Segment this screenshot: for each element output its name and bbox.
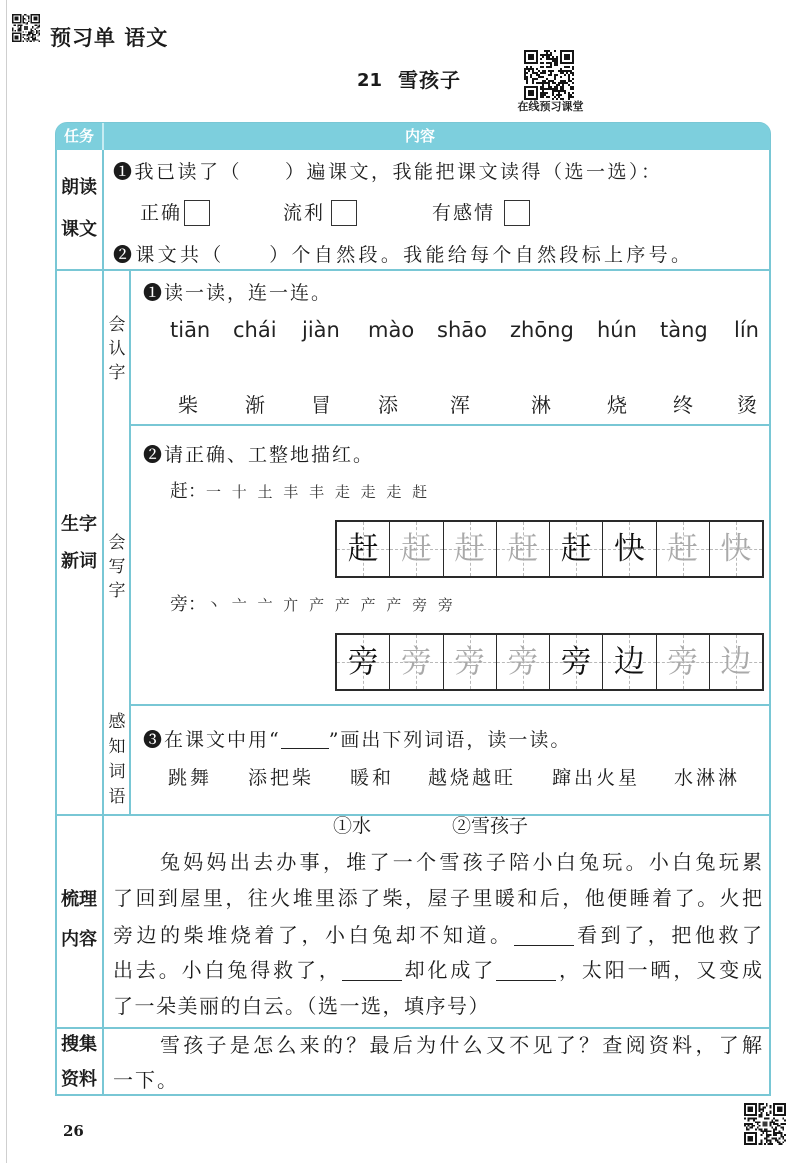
- summary-text: 旁边的柴堆烧着了，小白兔却不知道。: [113, 923, 514, 947]
- word-item: 跳舞: [168, 767, 213, 789]
- grid-cell: [390, 522, 443, 576]
- page-number: 26: [63, 1122, 84, 1140]
- grid-character: 边: [613, 644, 645, 680]
- word-item: 水淋淋: [674, 767, 741, 789]
- words-instruction-end: ”画出下列词语，读一读。: [328, 729, 572, 751]
- grid-cell: [444, 635, 497, 689]
- summary-text: 看到了，把他救了: [573, 923, 763, 947]
- sublabel-words: 感知词语: [108, 712, 126, 807]
- word-item: 蹿出火星: [552, 767, 641, 789]
- word-item: 越烧越旺: [428, 767, 517, 789]
- grid-cell: [444, 522, 497, 576]
- summary-text: 了一朵美丽的白云。（选一选，填序号）: [113, 994, 490, 1018]
- option-label-expressive: 有感情: [432, 202, 496, 224]
- page-edge: [6, 0, 7, 1163]
- underline-blank: [281, 731, 329, 749]
- grid-character: 旁: [347, 644, 379, 680]
- reading-question-2: ❷课文共（ ）个自然段。我能给每个自然段标上序号。: [113, 244, 690, 266]
- table-header-task: 任务: [63, 127, 94, 145]
- qr-code-online-class: [524, 50, 574, 100]
- page-subject-title: 预习单 语文: [50, 26, 169, 50]
- grid-trace-character: 旁: [507, 644, 539, 680]
- summary-text: 了回到屋里，往火堆里添了柴，屋子里暖和后，他便睡着了。火把: [113, 886, 762, 910]
- recognize-character: 冒: [311, 393, 331, 417]
- grid-cell: [603, 522, 656, 576]
- stroke-order-label: 旁：: [170, 594, 206, 615]
- write-instruction: ❷请正确、工整地描红。: [143, 444, 375, 466]
- qr-code-bottom-right: [744, 1103, 786, 1145]
- summary-option-2: ②雪孩子: [452, 815, 529, 837]
- row-label-characters-1: 生字: [61, 514, 97, 535]
- lesson-title: 雪孩子: [398, 68, 461, 92]
- qr-code-top-left: [12, 14, 40, 42]
- writing-grid-pang: [335, 633, 764, 691]
- pinyin-item: tiān: [170, 318, 211, 342]
- grid-cell: [710, 522, 762, 576]
- grid-trace-character: 旁: [400, 644, 432, 680]
- row-label-reading-1: 朗读: [61, 177, 97, 198]
- row-divider-write: [130, 704, 770, 706]
- pinyin-item: shāo: [437, 318, 487, 342]
- table-header-content: 内容: [404, 127, 435, 145]
- grid-trace-character: 旁: [667, 644, 699, 680]
- grid-character: 旁: [560, 644, 592, 680]
- option-checkbox-expressive: [504, 200, 530, 226]
- grid-cell: [550, 635, 603, 689]
- grid-character: 赶: [347, 531, 379, 567]
- recognize-instruction: ❶读一读，连一连。: [143, 282, 333, 304]
- grid-cell: [710, 635, 762, 689]
- recognize-character: 烫: [737, 393, 757, 417]
- grid-cell: [390, 635, 443, 689]
- row-divider-characters: [56, 814, 770, 816]
- recognize-character: 渐: [245, 393, 265, 417]
- pinyin-item: hún: [597, 318, 637, 342]
- option-checkbox-correct: [184, 200, 210, 226]
- pinyin-item: mào: [368, 318, 415, 342]
- sublabel-recognize: 会认字: [108, 315, 126, 383]
- row-label-summary-1: 梳理: [61, 889, 97, 910]
- recognize-character: 终: [673, 393, 693, 417]
- row-divider-summary: [56, 1027, 770, 1029]
- summary-line: [160, 848, 762, 876]
- summary-text: 兔妈妈出去办事，堆了一个雪孩子陪小白兔玩。小白兔玩累: [160, 850, 762, 874]
- pinyin-item: jiàn: [302, 318, 340, 342]
- pinyin-item: zhōng: [510, 318, 574, 342]
- grid-cell: [657, 522, 710, 576]
- grid-character: 快: [613, 531, 645, 567]
- recognize-character: 浑: [450, 393, 470, 417]
- word-item: 添把柴: [248, 767, 315, 789]
- grid-trace-character: 赶: [667, 531, 699, 567]
- word-item: 暖和: [350, 767, 395, 789]
- lesson-number: 21: [357, 70, 383, 91]
- summary-line: [113, 992, 490, 1020]
- stroke-order-gan: [170, 480, 430, 504]
- option-checkbox-fluent: [331, 200, 357, 226]
- row-label-reading-2: 课文: [61, 219, 97, 240]
- grid-trace-character: 快: [720, 531, 752, 567]
- row-label-research-2: 资料: [61, 1069, 97, 1090]
- words-instruction: [143, 728, 571, 752]
- pinyin-item: lín: [734, 318, 759, 342]
- recognize-character: 添: [378, 393, 398, 417]
- research-line: 一下。: [113, 1068, 179, 1092]
- reading-question-1: ❶我已读了（ ）遍课文，我能把课文读得（选一选）：: [113, 161, 660, 183]
- pinyin-item: chái: [233, 318, 277, 342]
- stroke-order-sequence: 一 十 土 丰 丰 走 走 走 赶: [206, 483, 431, 501]
- grid-trace-character: 赶: [454, 531, 486, 567]
- grid-character: 赶: [560, 531, 592, 567]
- stroke-order-label: 赶：: [170, 481, 206, 502]
- fill-in-blank: [496, 961, 556, 981]
- recognize-character: 柴: [178, 393, 198, 417]
- summary-text: 出去。小白兔得救了，: [113, 958, 342, 982]
- summary-line: [113, 921, 762, 949]
- summary-line: [113, 956, 762, 984]
- option-label-fluent: 流利: [283, 202, 326, 224]
- option-label-correct: 正确: [140, 202, 183, 224]
- fill-in-blank: [342, 961, 402, 981]
- summary-text: 却化成了: [401, 958, 497, 982]
- grid-cell: [497, 522, 550, 576]
- sublabel-write: 会写字: [108, 533, 126, 601]
- words-instruction-start: ❸在课文中用“: [143, 729, 281, 751]
- grid-cell: [603, 635, 656, 689]
- stroke-order-sequence: 丶 亠 亠 亣 产 产 产 产 旁 旁: [206, 596, 456, 614]
- grid-trace-character: 赶: [400, 531, 432, 567]
- row-label-summary-2: 内容: [61, 929, 97, 950]
- summary-line: [113, 884, 762, 912]
- row-divider-reading: [56, 269, 770, 271]
- grid-cell: [550, 522, 603, 576]
- grid-cell: [337, 635, 390, 689]
- writing-grid-gan: [335, 520, 764, 578]
- grid-cell: [337, 522, 390, 576]
- grid-cell: [657, 635, 710, 689]
- stroke-order-pang: [170, 593, 456, 617]
- summary-option-1: ①水: [333, 815, 372, 837]
- grid-cell: [497, 635, 550, 689]
- grid-trace-character: 赶: [507, 531, 539, 567]
- row-divider-recognize: [130, 424, 770, 426]
- recognize-character: 烧: [607, 393, 627, 417]
- row-label-research-1: 搜集: [61, 1034, 97, 1055]
- grid-trace-character: 旁: [454, 644, 486, 680]
- row-label-characters-2: 新词: [61, 551, 97, 572]
- qr-caption: 在线预习课堂: [517, 100, 584, 113]
- grid-trace-character: 边: [720, 644, 752, 680]
- summary-text: ，太阳一晒，又变成: [556, 958, 762, 982]
- task-column-divider: [102, 150, 104, 1095]
- pinyin-item: tàng: [660, 318, 708, 342]
- research-line: 雪孩子是怎么来的？最后为什么又不见了？查阅资料，了解: [160, 1033, 762, 1057]
- recognize-character: 淋: [531, 393, 551, 417]
- fill-in-blank: [514, 926, 574, 946]
